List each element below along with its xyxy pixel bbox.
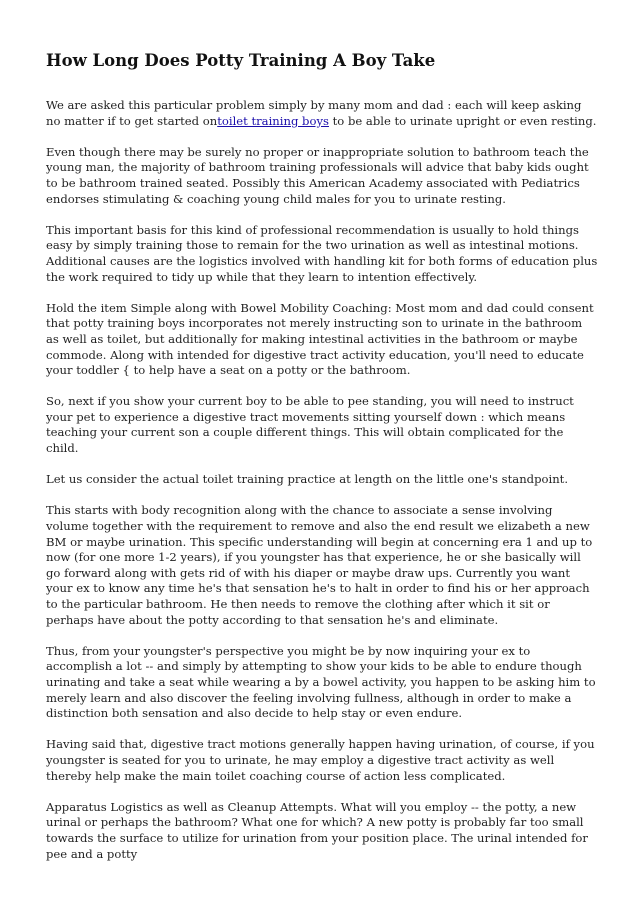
paragraph-9: Having said that, digestive tract motions generally happen having urination, of course, if you youngster is seated for you to urinate, he may employ a digestive tract activity as well thereby help make the main toilet coaching course of action less complicated. — [46, 737, 595, 783]
paragraph-6: Let us consider the actual toilet training practice at length on the little one's standpoint. — [46, 472, 569, 487]
paragraph-4: Hold the item Simple along with Bowel Mobility Coaching: Most mom and dad could consent that potty training boys incorporates not merely instructing son to urinate in the bathroom as well as toilet, but additionally for making intestinal activities in the bathroom or maybe commode. Along with intended for digestive tract activity education, you'll need to educate your toddler { to help have a seat on a potty or the bathroom. — [46, 300, 594, 378]
paragraph-1-text-before-link: We are asked this particular problem simply by many mom and dad : each will keep asking no matter if to get started on — [46, 98, 582, 128]
document-content — [46, 50, 598, 878]
document-title: How Long Does Potty Training A Boy Take — [46, 51, 436, 70]
paragraph-2: Even though there may be surely no proper or inappropriate solution to bathroom teach the young man, the majority of bathroom training professionals will advice that baby kids ought to be bathroom trained seated. Possibly this American Academy associated with Pediatrics endorses stimulating & coaching young child males for you to urinate resting. — [46, 144, 589, 206]
paragraph-3: This important basis for this kind of professional recommendation is usually to hold things easy by simply training those to remain for the two urination as well as intestinal motions. Additional causes are the logistics involved with handling kit for both forms of education plus the work required to tidy up while that they learn to intention effectively. — [46, 222, 598, 284]
paragraph-1 — [46, 98, 598, 129]
paragraph-8: Thus, from your youngster's perspective you might be by now inquiring your ex to accomplish a lot -- and simply by attempting to show your kids to be able to endure though urinating and take a seat while wearing a by a bowel activity, you happen to be asking him to merely learn and also discover the feeling involving fullness, although in order to make a distinction both sensation and also decide to help stay or even endure. — [46, 643, 596, 721]
paragraph-1-text-after-link: to be able to urinate upright or even resting. — [328, 113, 597, 128]
paragraph-5: So, next if you show your current boy to be able to pee standing, you will need to instruct your pet to experience a digestive tract movements sitting yourself down : which means teaching your current son a couple different things. This will obtain complicated for the child. — [46, 394, 574, 456]
paragraph-7: This starts with body recognition along with the chance to associate a sense involving volume together with the requirement to remove and also the end result we elizabeth a new BM or maybe urination. This specific understanding will begin at concerning era 1 and up to now (for one more 1-2 years), if you youngster has that experience, he or she basically will go forward along with gets rid of with his diaper or maybe draw ups. Currently you want your ex to know any time he's that sensation he's to halt in order to find his or her approach to the particular bathroom. He then needs to remove the clothing after which it sit or perhaps have about the potty according to that sensation he's and eliminate. — [46, 503, 593, 627]
paragraph-10: Apparatus Logistics as well as Cleanup Attempts. What will you employ -- the potty, a new urinal or perhaps the bathroom? What one for which? A new potty is probably far too small towards the surface to utilize for urination from your position place. The urinal intended for pee and a potty — [46, 799, 588, 861]
toilet-training-boys-link[interactable]: toilet training boys — [217, 113, 329, 128]
